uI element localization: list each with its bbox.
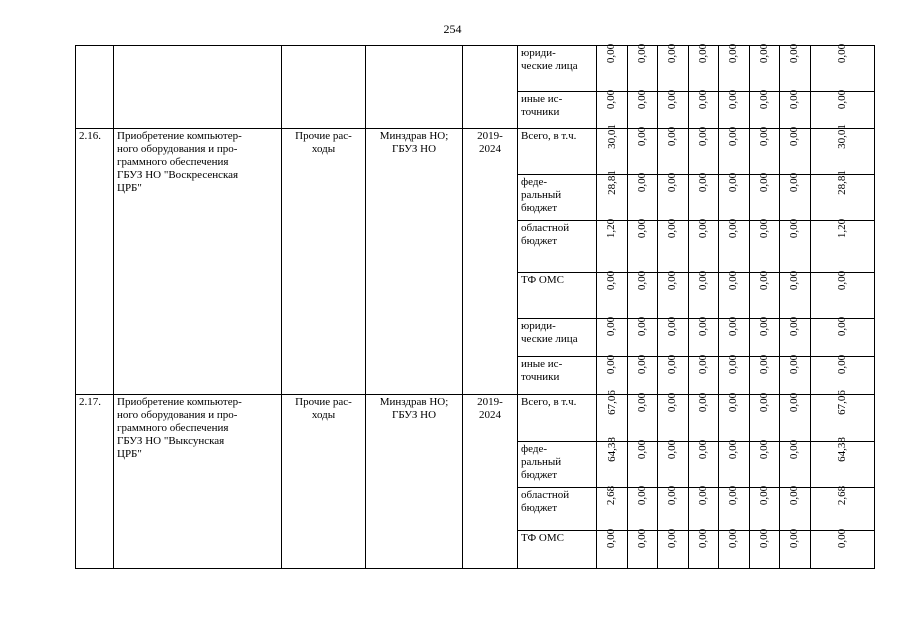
- value-cell: [811, 170, 875, 221]
- value-text: 30,01: [836, 124, 848, 149]
- value-cell: [689, 172, 719, 221]
- executor: [366, 46, 463, 129]
- value-text: 0,00: [788, 89, 801, 110]
- value-cell: [719, 316, 750, 357]
- value-text: 0,00: [666, 485, 679, 506]
- item-number: [76, 46, 114, 129]
- value-cell: [658, 218, 689, 273]
- value-text: 0,00: [727, 392, 740, 413]
- value-text: 0,00: [836, 528, 848, 549]
- value-cell: [658, 392, 689, 442]
- value-text: 0,00: [636, 270, 648, 291]
- value-text: 0,00: [666, 316, 679, 337]
- funding-source: Всего, в т.ч.: [518, 395, 597, 442]
- table-row: [76, 395, 875, 442]
- value-cell: [658, 439, 689, 488]
- value-text: 0,00: [697, 270, 709, 291]
- value-text: 0,00: [697, 528, 709, 549]
- value-cell: [658, 43, 689, 92]
- value-text: 0,00: [758, 126, 770, 147]
- value-cell: [750, 218, 780, 273]
- value-cell: [658, 89, 689, 129]
- value-cell: [750, 126, 780, 175]
- value-cell: [780, 354, 811, 395]
- value-text: 0,00: [758, 316, 770, 337]
- value-text: 0,00: [758, 218, 770, 239]
- value-cell: [628, 354, 658, 395]
- value-text: 0,00: [666, 89, 679, 110]
- value-cell: [597, 528, 628, 569]
- value-cell: [597, 485, 628, 531]
- value-cell: [597, 124, 628, 175]
- value-cell: [811, 354, 875, 395]
- period: 2019- 2024: [463, 129, 518, 395]
- value-cell: [719, 439, 750, 488]
- value-text: 0,00: [788, 354, 801, 375]
- value-text: 0,00: [666, 392, 679, 413]
- value-text: 0,00: [697, 172, 709, 193]
- value-cell: [658, 126, 689, 175]
- value-text: 0,00: [636, 89, 648, 110]
- value-cell: [689, 316, 719, 357]
- value-text: 0,00: [727, 126, 740, 147]
- value-text: 0,00: [758, 528, 770, 549]
- value-cell: [750, 485, 780, 531]
- value-text: 0,00: [636, 316, 648, 337]
- value-text: 0,00: [666, 172, 679, 193]
- value-text: 0,00: [697, 392, 709, 413]
- value-text: 0,00: [836, 89, 848, 110]
- value-text: 0,00: [697, 316, 709, 337]
- value-text: 0,00: [758, 43, 770, 64]
- value-text: 0,00: [836, 354, 848, 375]
- value-text: 0,00: [636, 354, 648, 375]
- value-cell: [658, 485, 689, 531]
- value-text: 0,00: [605, 43, 618, 64]
- value-text: 0,00: [727, 172, 740, 193]
- value-cell: [750, 528, 780, 569]
- value-text: 0,00: [697, 43, 709, 64]
- value-cell: [628, 89, 658, 129]
- funding-source: феде- ральный бюджет: [518, 175, 597, 221]
- value-text: 0,00: [666, 528, 679, 549]
- value-cell: [750, 270, 780, 319]
- value-cell: [628, 43, 658, 92]
- value-text: 0,00: [666, 126, 679, 147]
- value-cell: [658, 528, 689, 569]
- value-cell: [658, 270, 689, 319]
- value-text: 0,00: [666, 218, 679, 239]
- value-cell: [689, 126, 719, 175]
- value-text: 0,00: [666, 354, 679, 375]
- value-cell: [719, 528, 750, 569]
- value-text: 0,00: [788, 528, 801, 549]
- table-row: [76, 129, 875, 175]
- value-cell: [597, 218, 628, 273]
- value-text: 0,00: [727, 439, 740, 460]
- funding-source: юриди- ческие лица: [518, 319, 597, 357]
- value-text: 0,00: [836, 270, 848, 291]
- funding-source: ТФ ОМС: [518, 273, 597, 319]
- value-cell: [719, 392, 750, 442]
- value-text: 0,00: [788, 172, 801, 193]
- value-text: 0,00: [788, 126, 801, 147]
- value-cell: [750, 43, 780, 92]
- value-text: 64,38: [836, 437, 848, 462]
- value-text: 1,20: [605, 218, 618, 239]
- value-cell: [719, 218, 750, 273]
- value-text: 28,81: [605, 170, 618, 195]
- value-text: 0,00: [727, 528, 740, 549]
- value-cell: [689, 485, 719, 531]
- value-cell: [780, 218, 811, 273]
- value-text: 0,00: [758, 439, 770, 460]
- value-cell: [750, 89, 780, 129]
- value-text: 2,68: [605, 485, 618, 506]
- value-text: 0,00: [697, 439, 709, 460]
- value-cell: [811, 43, 875, 92]
- value-cell: [719, 43, 750, 92]
- value-text: 0,00: [636, 485, 648, 506]
- period: 2019- 2024: [463, 395, 518, 569]
- value-text: 0,00: [697, 89, 709, 110]
- value-cell: [597, 437, 628, 488]
- value-cell: [689, 89, 719, 129]
- item-number: 2.16.: [76, 129, 114, 395]
- funding-source: ТФ ОМС: [518, 531, 597, 569]
- value-cell: [689, 218, 719, 273]
- value-text: 2,68: [836, 485, 848, 506]
- value-cell: [689, 439, 719, 488]
- funding-source: иные ис- точники: [518, 357, 597, 395]
- funding-source: областной бюджет: [518, 221, 597, 273]
- value-cell: [780, 528, 811, 569]
- value-cell: [719, 485, 750, 531]
- funding-source: юриди- ческие лица: [518, 46, 597, 92]
- value-cell: [628, 528, 658, 569]
- value-cell: [780, 172, 811, 221]
- value-cell: [811, 437, 875, 488]
- value-text: 0,00: [666, 270, 679, 291]
- value-cell: [780, 485, 811, 531]
- value-cell: [780, 43, 811, 92]
- value-text: 0,00: [727, 316, 740, 337]
- value-text: 0,00: [636, 528, 648, 549]
- item-number: 2.17.: [76, 395, 114, 569]
- value-cell: [811, 390, 875, 442]
- value-text: 64,38: [605, 437, 618, 462]
- value-text: 0,00: [636, 126, 648, 147]
- funding-source: иные ис- точники: [518, 92, 597, 129]
- value-text: 30,01: [605, 124, 618, 149]
- value-cell: [719, 89, 750, 129]
- value-cell: [689, 528, 719, 569]
- value-cell: [750, 392, 780, 442]
- value-cell: [780, 439, 811, 488]
- value-cell: [597, 354, 628, 395]
- value-text: 0,00: [727, 218, 740, 239]
- value-cell: [597, 89, 628, 129]
- value-text: 0,00: [636, 218, 648, 239]
- value-cell: [780, 89, 811, 129]
- value-cell: [658, 172, 689, 221]
- value-cell: [628, 270, 658, 319]
- value-cell: [811, 485, 875, 531]
- value-text: 0,00: [727, 485, 740, 506]
- value-text: 0,00: [758, 270, 770, 291]
- value-text: 0,00: [697, 218, 709, 239]
- expense-type: Прочие рас- ходы: [282, 395, 366, 569]
- value-cell: [719, 354, 750, 395]
- value-text: 0,00: [605, 354, 618, 375]
- value-text: 0,00: [788, 43, 801, 64]
- value-cell: [628, 392, 658, 442]
- value-text: 0,00: [788, 218, 801, 239]
- value-cell: [811, 270, 875, 319]
- value-cell: [719, 172, 750, 221]
- item-name: Приобретение компьютер- ного оборудования и про- граммного обеспечения ГБУЗ НО "Воскресенская ЦРБ": [114, 129, 282, 395]
- item-name: Приобретение компьютер- ного оборудования и про- граммного обеспечения ГБУЗ НО "Выксунская ЦРБ": [114, 395, 282, 569]
- value-text: 28,81: [836, 170, 848, 195]
- value-cell: [628, 172, 658, 221]
- value-text: 0,00: [636, 172, 648, 193]
- expense-type: [282, 46, 366, 129]
- value-text: 0,00: [697, 485, 709, 506]
- value-text: 0,00: [727, 43, 740, 64]
- value-text: 0,00: [605, 528, 618, 549]
- funding-source: феде- ральный бюджет: [518, 442, 597, 488]
- value-cell: [719, 270, 750, 319]
- value-text: 0,00: [666, 439, 679, 460]
- value-text: 0,00: [758, 392, 770, 413]
- value-text: 0,00: [788, 485, 801, 506]
- period: [463, 46, 518, 129]
- value-cell: [811, 124, 875, 175]
- value-text: 0,00: [788, 270, 801, 291]
- value-cell: [811, 89, 875, 129]
- value-cell: [811, 316, 875, 357]
- value-cell: [780, 392, 811, 442]
- value-text: 0,00: [836, 43, 848, 64]
- value-cell: [750, 172, 780, 221]
- value-cell: [597, 43, 628, 92]
- value-text: 0,00: [758, 89, 770, 110]
- value-text: 0,00: [636, 43, 648, 64]
- value-text: 0,00: [758, 485, 770, 506]
- value-text: 0,00: [605, 89, 618, 110]
- page-number: 254: [443, 22, 462, 36]
- expense-type: Прочие рас- ходы: [282, 129, 366, 395]
- value-text: 0,00: [727, 270, 740, 291]
- value-text: 0,00: [666, 43, 679, 64]
- value-text: 67,06: [836, 390, 848, 415]
- value-cell: [628, 218, 658, 273]
- funding-source: Всего, в т.ч.: [518, 129, 597, 175]
- executor: Минздрав НО; ГБУЗ НО: [366, 395, 463, 569]
- value-text: 0,00: [605, 316, 618, 337]
- value-cell: [628, 316, 658, 357]
- value-cell: [811, 528, 875, 569]
- value-cell: [597, 316, 628, 357]
- value-cell: [597, 270, 628, 319]
- value-cell: [689, 270, 719, 319]
- value-cell: [750, 354, 780, 395]
- value-text: 0,00: [788, 316, 801, 337]
- value-text: 0,00: [758, 354, 770, 375]
- value-text: 1,20: [836, 218, 848, 239]
- budget-table: [75, 45, 875, 569]
- value-text: 67,06: [605, 390, 618, 415]
- value-cell: [628, 485, 658, 531]
- value-cell: [719, 126, 750, 175]
- table-row: [76, 46, 875, 92]
- value-text: 0,00: [605, 270, 618, 291]
- value-cell: [780, 316, 811, 357]
- value-text: 0,00: [697, 126, 709, 147]
- value-text: 0,00: [727, 354, 740, 375]
- value-text: 0,00: [758, 172, 770, 193]
- executor: Минздрав НО; ГБУЗ НО: [366, 129, 463, 395]
- value-cell: [689, 392, 719, 442]
- value-cell: [597, 170, 628, 221]
- value-text: 0,00: [788, 392, 801, 413]
- value-cell: [750, 439, 780, 488]
- value-text: 0,00: [788, 439, 801, 460]
- funding-source: областной бюджет: [518, 488, 597, 531]
- value-cell: [597, 390, 628, 442]
- value-text: 0,00: [636, 392, 648, 413]
- item-name: [114, 46, 282, 129]
- value-cell: [689, 43, 719, 92]
- value-cell: [658, 316, 689, 357]
- value-cell: [750, 316, 780, 357]
- value-cell: [628, 126, 658, 175]
- value-text: 0,00: [727, 89, 740, 110]
- value-cell: [628, 439, 658, 488]
- value-text: 0,00: [697, 354, 709, 375]
- value-cell: [658, 354, 689, 395]
- value-cell: [811, 218, 875, 273]
- value-cell: [780, 126, 811, 175]
- value-cell: [689, 354, 719, 395]
- value-text: 0,00: [636, 439, 648, 460]
- value-cell: [780, 270, 811, 319]
- value-text: 0,00: [836, 316, 848, 337]
